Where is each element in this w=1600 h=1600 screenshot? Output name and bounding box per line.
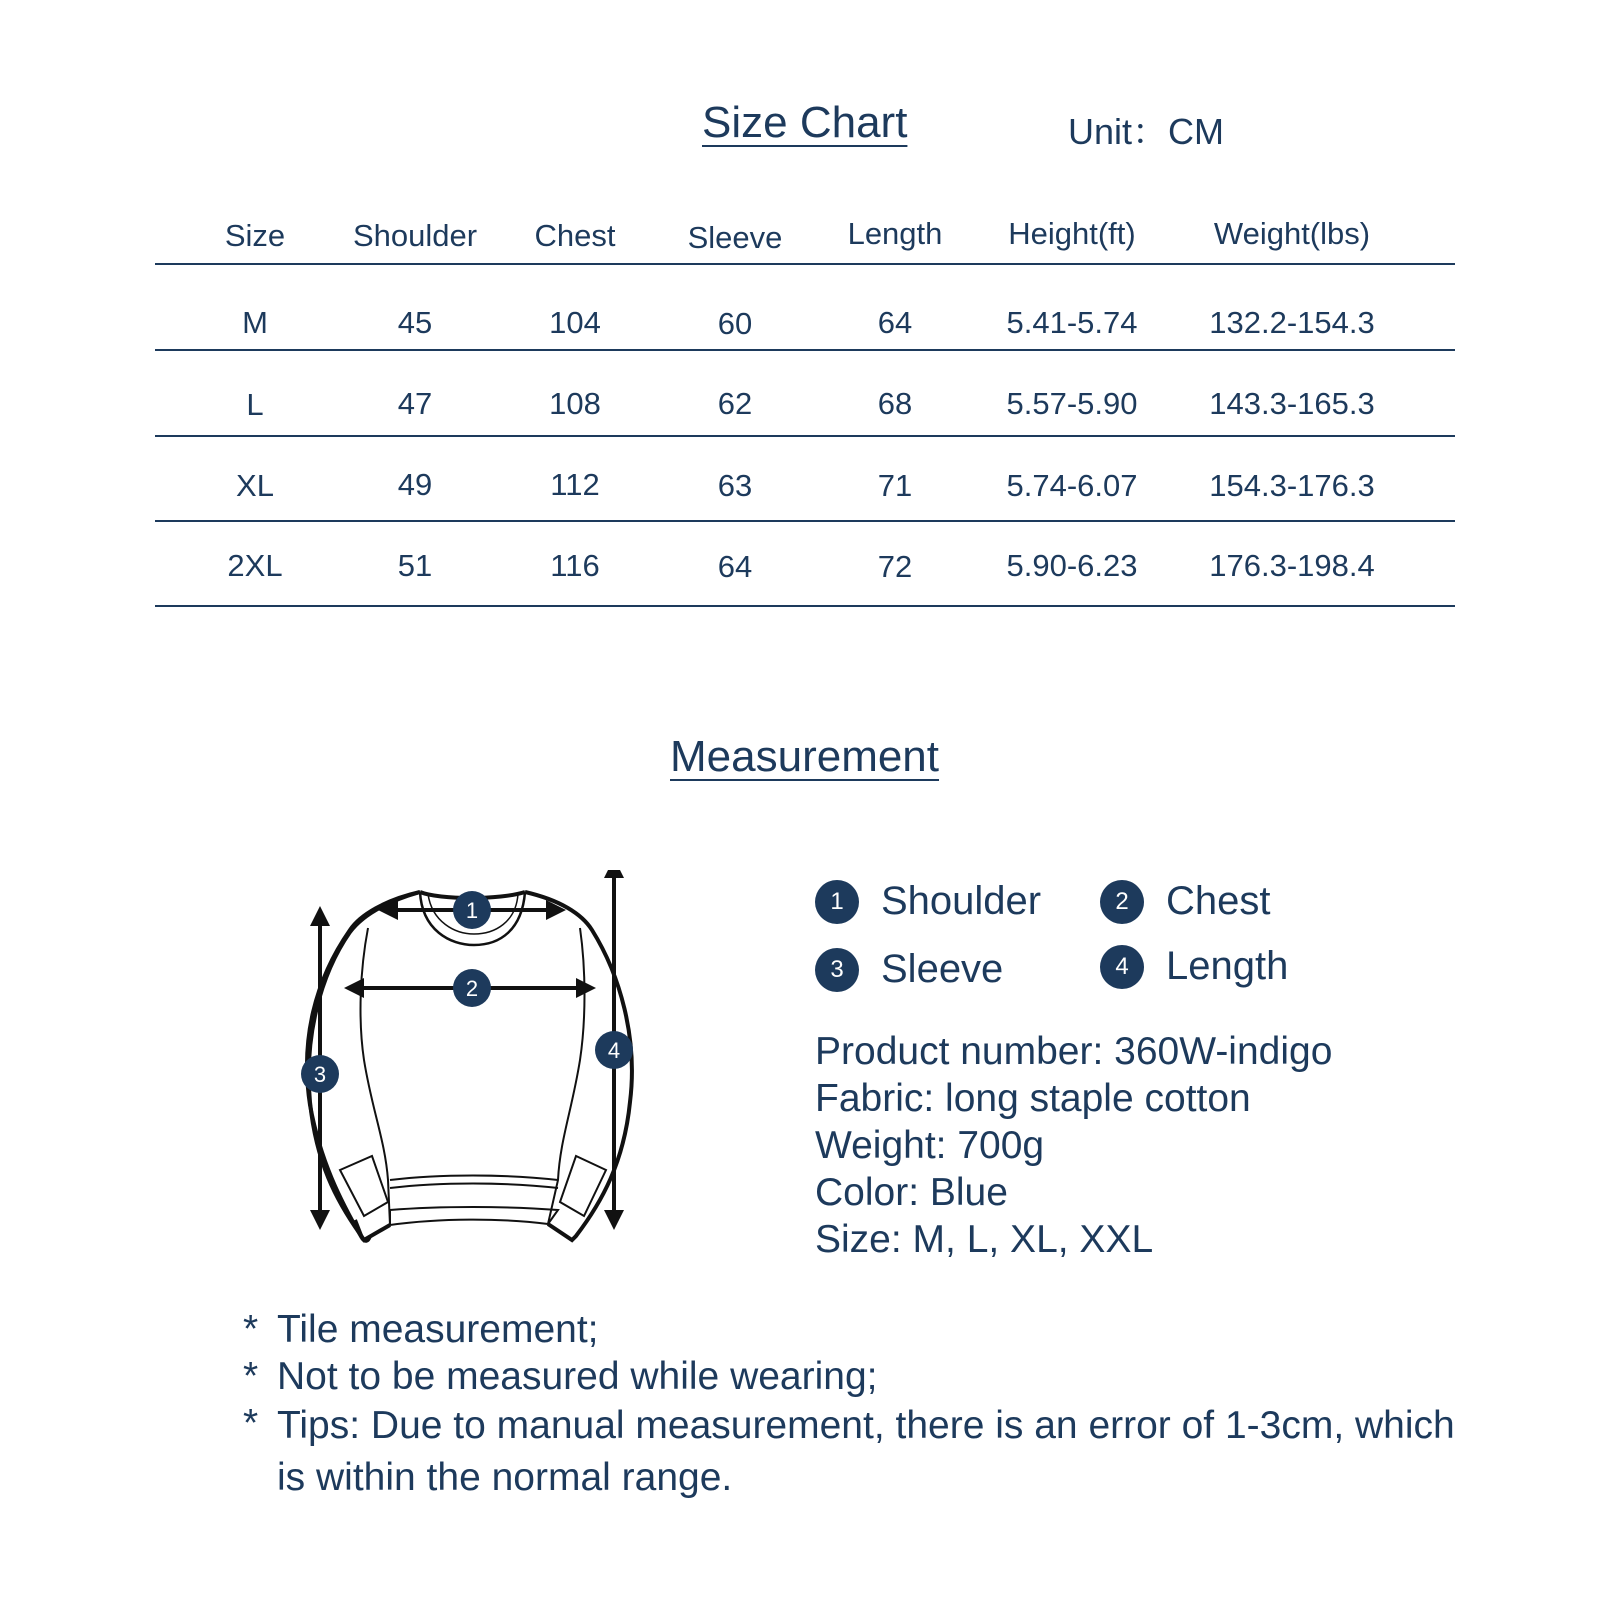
note-item [243, 1353, 1457, 1400]
header-shoulder: Shoulder [352, 218, 478, 253]
diagram-marker-1 [453, 891, 491, 929]
spec-size: Size: M, L, XL, XXL [815, 1218, 1154, 1261]
table-cell: M [242, 305, 268, 340]
note-text: Tips: Due to manual measurement, there is an error of 1-3cm, which is within the normal range. [277, 1404, 1455, 1499]
legend-badge: 2 [1100, 880, 1144, 924]
table-cell: 116 [550, 548, 600, 583]
table-cell: 5.74-6.07 [1006, 468, 1138, 503]
table-cell: 60 [717, 306, 753, 341]
note-item [243, 1306, 1457, 1353]
table-cell: 108 [549, 386, 601, 421]
diagram-marker-2 [453, 969, 491, 1007]
note-bullet: * [243, 1402, 259, 1445]
header-sleeve: Sleeve [687, 220, 783, 255]
table-cell: 62 [717, 386, 753, 421]
measurement-notes [243, 1306, 1457, 1504]
header-chest: Chest [534, 218, 616, 253]
measurement-title: Measurement [670, 732, 940, 781]
legend-badge: 1 [815, 880, 859, 924]
spec-color: Color: Blue [815, 1171, 1008, 1214]
table-cell: 176.3-198.4 [1209, 548, 1375, 583]
diagram-marker-4 [595, 1031, 633, 1069]
legend-label: Shoulder [881, 879, 1042, 923]
table-cell: L [246, 387, 264, 422]
note-bullet: * [243, 1355, 259, 1398]
legend-badge: 3 [815, 948, 859, 992]
table-cell: 68 [877, 386, 913, 421]
table-cell: 64 [877, 305, 913, 340]
table-divider [155, 605, 1455, 607]
diagram-marker-3 [301, 1055, 339, 1093]
header-height: Height(ft) [1008, 216, 1136, 251]
table-divider [155, 435, 1455, 437]
product-specs [815, 1028, 1332, 1263]
table-cell: 154.3-176.3 [1209, 468, 1375, 503]
table-cell: 5.90-6.23 [1006, 548, 1138, 583]
table-cell: 49 [397, 467, 433, 502]
table-divider [155, 263, 1455, 265]
legend-label: Chest [1166, 879, 1271, 923]
legend-sleeve [815, 947, 1003, 992]
table-cell: 143.3-165.3 [1209, 386, 1375, 421]
table-cell: 5.41-5.74 [1006, 305, 1138, 340]
svg-text:4: 4 [607, 1038, 621, 1063]
table-cell: 112 [550, 467, 600, 502]
note-item [243, 1400, 1457, 1504]
unit-label: Unit：CM [1068, 111, 1225, 152]
table-cell: 51 [397, 548, 433, 583]
note-text: Tile measurement; [277, 1308, 599, 1351]
svg-text:1: 1 [465, 898, 479, 923]
header-weight: Weight(lbs) [1213, 216, 1371, 251]
note-text: Not to be measured while wearing; [277, 1355, 878, 1398]
table-cell: 72 [877, 549, 913, 584]
svg-text:3: 3 [313, 1062, 327, 1087]
legend-length [1100, 944, 1288, 989]
table-cell: 47 [397, 386, 433, 421]
legend-badge: 4 [1100, 945, 1144, 989]
table-cell: 45 [397, 305, 433, 340]
legend-label: Length [1166, 944, 1289, 988]
header-size: Size [224, 218, 286, 253]
table-cell: 64 [717, 549, 753, 584]
table-cell: 132.2-154.3 [1209, 305, 1375, 340]
size-chart-title: Size Chart [702, 98, 908, 147]
note-bullet: * [243, 1308, 259, 1351]
spec-weight: Weight: 700g [815, 1124, 1045, 1167]
table-cell: 71 [877, 468, 913, 503]
table-cell: 2XL [227, 548, 283, 583]
sweater-diagram [290, 870, 670, 1280]
legend-shoulder [815, 879, 1041, 924]
svg-text:2: 2 [465, 976, 479, 1001]
legend-label: Sleeve [881, 947, 1004, 991]
legend-chest [1100, 879, 1271, 924]
spec-fabric: Fabric: long staple cotton [815, 1077, 1251, 1120]
table-cell: 63 [717, 468, 753, 503]
header-length: Length [847, 216, 943, 251]
table-cell: 104 [549, 305, 601, 340]
spec-product-number: Product number: 360W-indigo [815, 1030, 1333, 1073]
table-cell: 5.57-5.90 [1006, 386, 1138, 421]
table-divider [155, 349, 1455, 351]
table-cell: XL [236, 468, 274, 503]
table-divider [155, 520, 1455, 522]
